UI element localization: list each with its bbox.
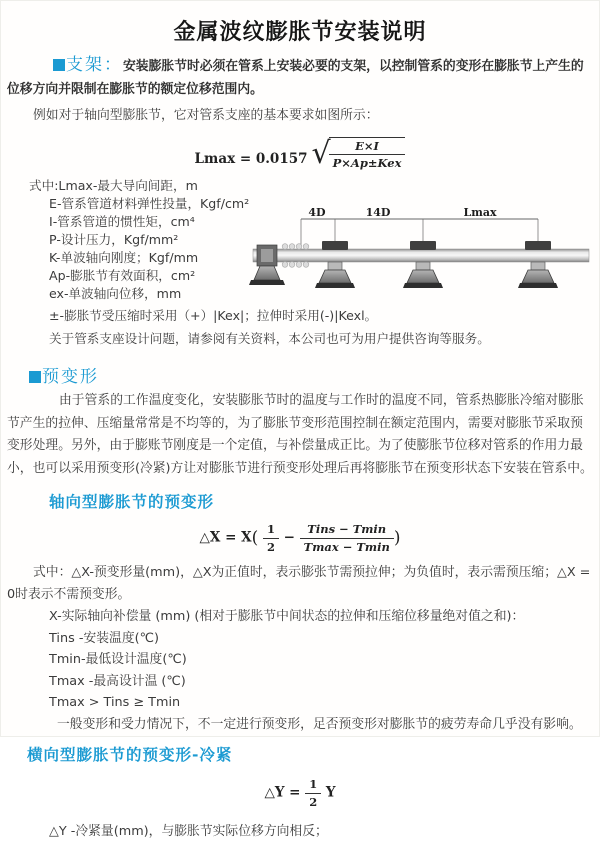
definition-line: P-设计压力，Kgf/mm² bbox=[49, 232, 179, 248]
dim-label-lmax: Lmax bbox=[463, 205, 497, 219]
definition-line: K-单波轴向刚度；Kgf/mm bbox=[49, 250, 199, 266]
lateral-formula-lhs: △Y = bbox=[264, 784, 301, 801]
guide-support-1 bbox=[315, 241, 355, 288]
open-paren: ( bbox=[251, 528, 259, 549]
minus-sign: − bbox=[283, 529, 295, 546]
section-bullet-icon bbox=[53, 59, 65, 71]
axial-sub-heading: 轴向型膨胀节的预变形 bbox=[49, 493, 215, 512]
lmax-formula-denominator: P×Ap±Kex bbox=[332, 156, 402, 171]
lateral-formula bbox=[1, 777, 599, 809]
half-numerator: 1 bbox=[263, 522, 279, 538]
definition-line: ex-单波轴向位移，mm bbox=[49, 286, 182, 302]
predeform-body-paragraph: 由于管系的工作温度变化，安装膨胀节时的温度与工作时的温度不同，管系热膨胀冷缩对膨胀节产生的拉伸、压缩量常常是不均等的，为了膨胀节变形范围控制在额定范围内，需要对膨胀节采取预变形处理。另外，由于膨账节刚度是一个定值，与补偿量成正比。为了使膨胀节位移对管系的作用力最小，也可以采用预变形(冷紧)方让对膨胀节进行预变形处理后再将膨胀节在预变形状态下安装在管系中。 bbox=[7, 393, 593, 476]
sqrt-expression bbox=[312, 137, 406, 171]
lateral-explanation-line: △Y -冷紧量(mm)，与膨胀节实际位移方向相反； bbox=[49, 823, 328, 839]
lateral-formula-rhs: Y bbox=[325, 784, 336, 801]
consult-line: 关于管系支座设计问题，请参阅有关资料，本公司也可为用户提供咨询等服务。 bbox=[49, 331, 490, 347]
axial-formula-denominator: Tmax − Tmin bbox=[303, 539, 390, 554]
page-title: 金属波纹膨胀节安装说明 bbox=[173, 20, 427, 45]
info-line: X-实际轴向补偿量 (mm) (相对于膨胀节中间状态的拉伸和压缩位移量绝对值之和)： bbox=[49, 609, 525, 625]
predeform-section-heading-row bbox=[29, 362, 599, 387]
lateral-formula-numerator: 1 bbox=[305, 777, 321, 793]
support-example-line: 例如对于轴向型膨胀节，它对管系支座的基本要求如图所示： bbox=[33, 108, 379, 123]
dim-label-4d: 4D bbox=[308, 205, 326, 219]
definition-line: Ap-膨胀节有效面积，cm² bbox=[49, 268, 196, 284]
info-line: Tins -安装温度(℃) bbox=[49, 630, 159, 646]
lmax-formula bbox=[1, 137, 599, 171]
half-denominator: 2 bbox=[266, 539, 275, 554]
pipe bbox=[253, 249, 589, 262]
close-paren: ) bbox=[393, 528, 401, 549]
section-bullet-icon bbox=[29, 371, 41, 383]
pm-definition-line: ±-膨胀节受压缩时采用（+）|Kex|；拉伸时采用(-)|Kexl。 bbox=[49, 308, 378, 324]
lateral-formula-denominator: 2 bbox=[309, 794, 318, 809]
predeform-section-heading: 预变形 bbox=[42, 367, 99, 388]
axial-formula bbox=[1, 522, 599, 554]
definitions-block bbox=[29, 177, 599, 304]
support-intro-text: 安装膨胀节时必须在管系上安装必要的支架，以控制管系的变形在膨胀节上产生的位移方向并限制在膨胀节的额定位移范围内。 bbox=[7, 59, 584, 97]
info-line: Tmax > Tins ≥ Tmin bbox=[49, 695, 181, 711]
dim-label-14d: 14D bbox=[365, 205, 391, 219]
sqrt-icon: √ bbox=[311, 135, 331, 171]
info-line: Tmin-最低设计温度(℃) bbox=[49, 652, 187, 668]
guide-support-2 bbox=[403, 241, 443, 288]
definition-line: 式中:Lmax-最大导向间距，m bbox=[29, 177, 198, 193]
pipe-support-diagram bbox=[251, 205, 593, 303]
lmax-formula-numerator: E×I bbox=[329, 139, 406, 155]
info-line: 一般变形和受力情况下，不一定进行预变形，足否预变形对膨胀节的疲劳寿命几乎没有影响。 bbox=[57, 716, 582, 732]
guide-support-3 bbox=[518, 241, 558, 288]
lateral-sub-heading: 横向型膨胀节的预变形-冷紧 bbox=[27, 746, 233, 765]
lmax-formula-lhs: Lmax = 0.0157 bbox=[194, 150, 308, 167]
definition-line: E-管系管道材料弹性投量，Kgf/cm² bbox=[49, 195, 250, 211]
definition-line: I-管系管道的惯性矩，cm⁴ bbox=[49, 213, 195, 229]
axial-formula-numerator: Tins − Tmin bbox=[300, 522, 394, 538]
support-section-heading: 支架： bbox=[66, 55, 123, 75]
axial-formula-lhs: △X = X bbox=[199, 529, 252, 546]
support-intro-paragraph bbox=[7, 54, 593, 101]
info-line: Tmax -最高设计温 (℃) bbox=[49, 673, 186, 689]
axial-explanation-paragraph: 式中：△X-预变形量(mm)，△X为正值时，表示膨张节需预拉伸；为负值时，表示需预压缩；△X = 0时表示不需预变形。 bbox=[7, 565, 591, 603]
